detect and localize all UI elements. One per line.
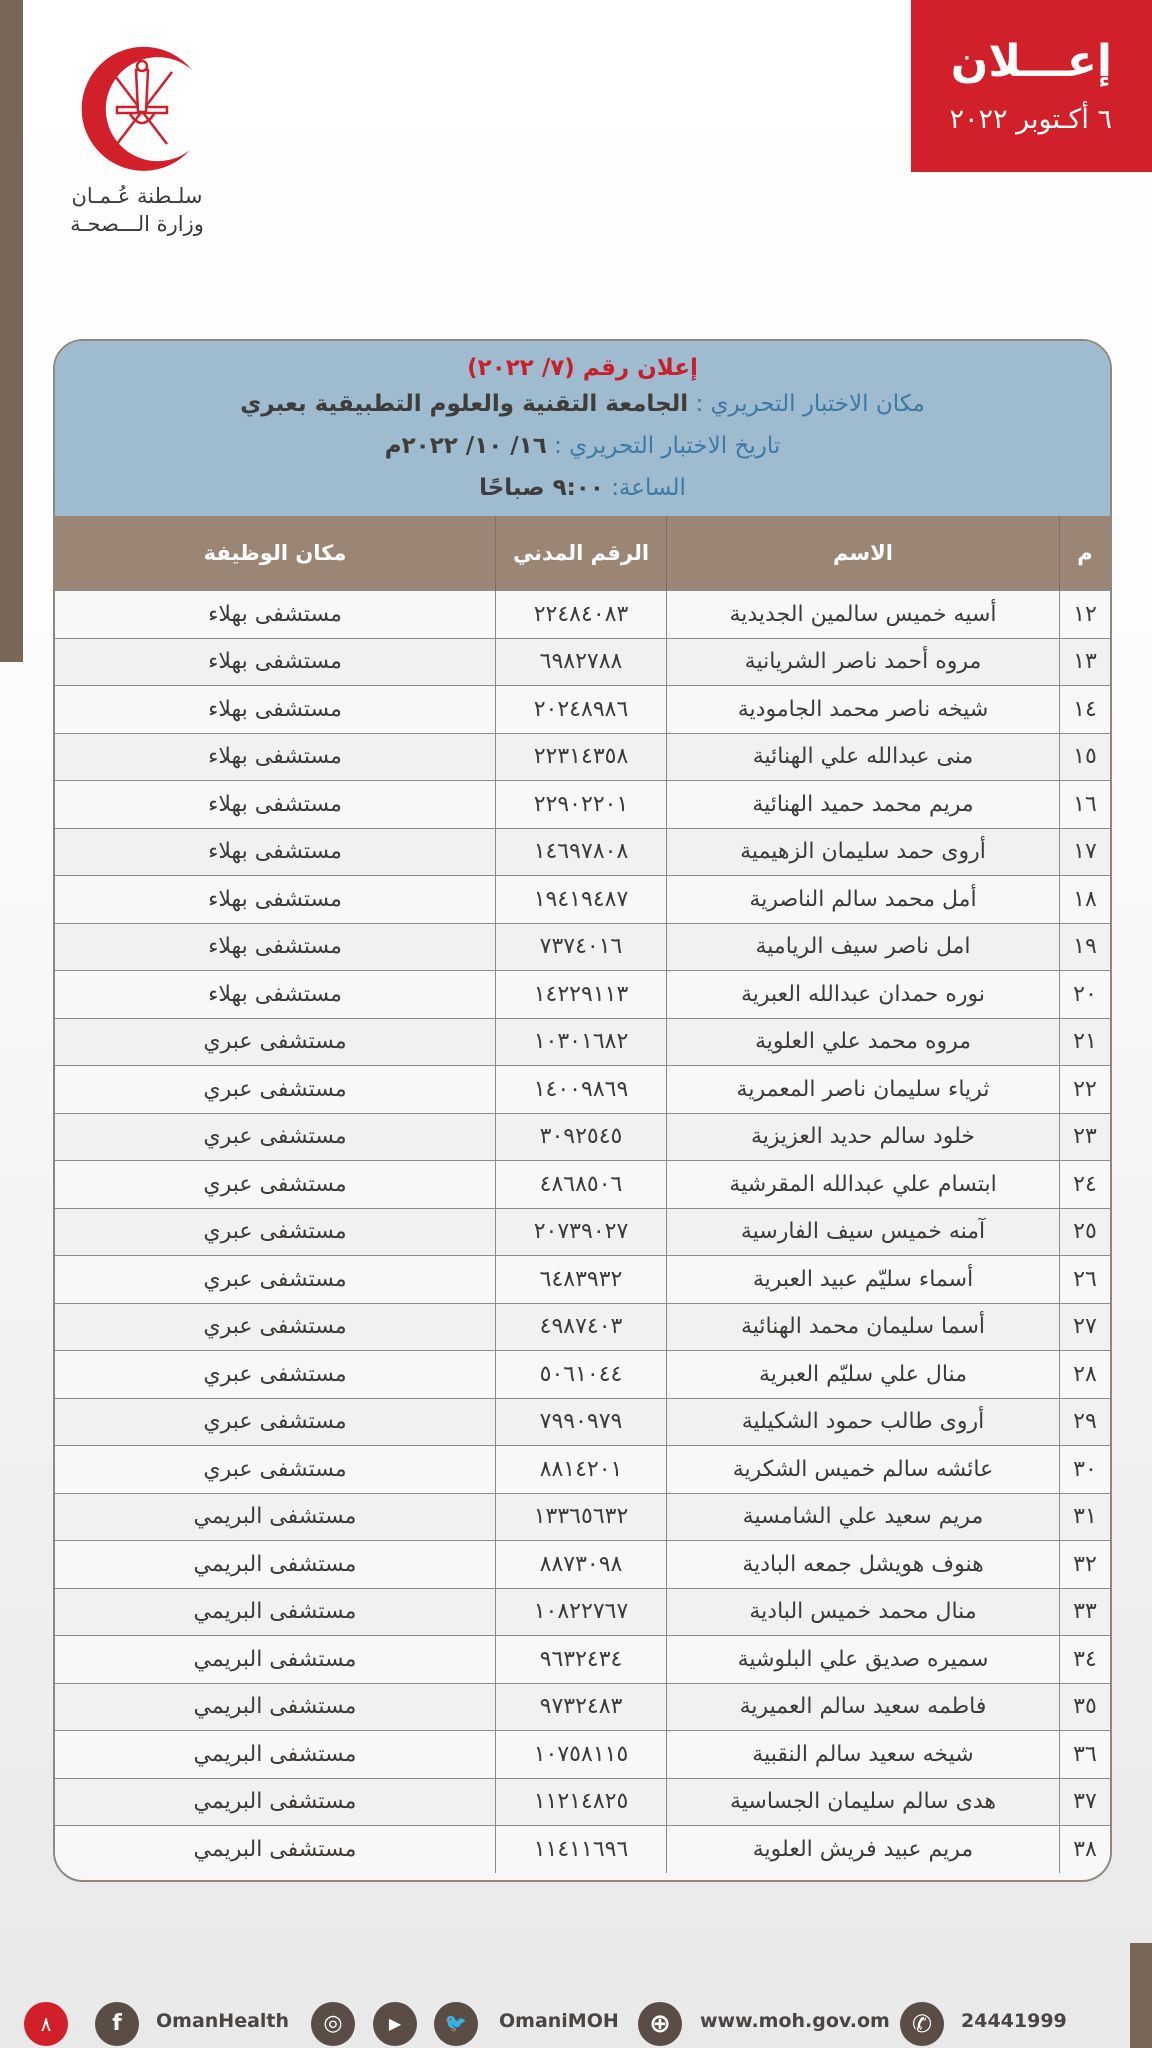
civil-id: ٤٩٨٧٤٠٣: [496, 1303, 667, 1351]
table-header-row: [55, 516, 1110, 591]
table-row: [55, 1588, 1110, 1636]
col-header-name: الاسم: [667, 516, 1060, 591]
civil-id: ٤٨٦٨٥٠٦: [496, 1161, 667, 1209]
civil-id: ١١٢١٤٨٢٥: [496, 1778, 667, 1826]
workplace: مستشفى البريمي: [55, 1826, 496, 1873]
candidate-name: شيخه سعيد سالم النقبية: [667, 1731, 1060, 1779]
candidate-name: ثرياء سليمان ناصر المعمرية: [667, 1066, 1060, 1114]
table-row: [55, 591, 1110, 639]
footer: [0, 2000, 1100, 2048]
table-row: [55, 1256, 1110, 1304]
table-row: [55, 1018, 1110, 1066]
table-row: [55, 1826, 1110, 1873]
exam-time-value: ٩:٠٠ صباحًا: [479, 475, 604, 501]
civil-id: ٨٨١٤٢٠١: [496, 1446, 667, 1494]
table-row: [55, 638, 1110, 686]
exam-place-label: مكان الاختبار التحريري :: [695, 391, 925, 417]
row-number: ٣٨: [1060, 1826, 1111, 1873]
row-number: ٣٦: [1060, 1731, 1111, 1779]
facebook-handle[interactable]: OmanHealth: [156, 2010, 290, 2032]
row-number: ٣٣: [1060, 1588, 1111, 1636]
candidate-name: أسماء سليّم عبيد العبرية: [667, 1256, 1060, 1304]
table-row: [55, 686, 1110, 734]
row-number: ٣٧: [1060, 1778, 1111, 1826]
workplace: مستشفى البريمي: [55, 1493, 496, 1541]
table-row: [55, 1446, 1110, 1494]
workplace: مستشفى بهلاء: [55, 638, 496, 686]
phone-number[interactable]: 24441999: [961, 2010, 1067, 2032]
table-row: [55, 733, 1110, 781]
row-number: ٢٠: [1060, 971, 1111, 1019]
exam-place: [55, 383, 1110, 425]
workplace: مستشفى البريمي: [55, 1588, 496, 1636]
civil-id: ١٤٦٩٧٨٠٨: [496, 828, 667, 876]
workplace: مستشفى البريمي: [55, 1541, 496, 1589]
civil-id: ٥٠٦١٠٤٤: [496, 1351, 667, 1399]
row-number: ٢٩: [1060, 1398, 1111, 1446]
table-row: [55, 1303, 1110, 1351]
workplace: مستشفى عبري: [55, 1018, 496, 1066]
col-header-workplace: مكان الوظيفة: [55, 516, 496, 591]
candidate-name: خلود سالم حديد العزيزية: [667, 1113, 1060, 1161]
announcement-date: ٦ أكـتوبر ٢٠٢٢: [949, 104, 1112, 135]
workplace: مستشفى البريمي: [55, 1778, 496, 1826]
table-row: [55, 1208, 1110, 1256]
left-accent-bar: [0, 0, 23, 662]
civil-id: ١١٤١١٦٩٦: [496, 1826, 667, 1873]
announcement-number: إعلان رقم (٧/ ٢٠٢٢): [467, 355, 698, 381]
table-row: [55, 971, 1110, 1019]
candidate-name: أروى حمد سليمان الزهيمية: [667, 828, 1060, 876]
table-row: [55, 1636, 1110, 1684]
facebook-icon[interactable]: f: [95, 2002, 139, 2046]
civil-id: ٢٠٧٣٩٠٢٧: [496, 1208, 667, 1256]
workplace: مستشفى عبري: [55, 1113, 496, 1161]
phone-icon[interactable]: ✆: [900, 2002, 944, 2046]
oman-emblem-icon: [62, 32, 212, 182]
announcement-badge: [911, 0, 1152, 172]
table-row: [55, 781, 1110, 829]
candidate-name: مريم سعيد علي الشامسية: [667, 1493, 1060, 1541]
col-header-civil-id: الرقم المدني: [496, 516, 667, 591]
candidate-name: هنوف هويشل جمعه البادية: [667, 1541, 1060, 1589]
exam-time-label: الساعة:: [611, 475, 686, 501]
table-row: [55, 1541, 1110, 1589]
civil-id: ٩٧٣٢٤٨٣: [496, 1683, 667, 1731]
workplace: مستشفى بهلاء: [55, 876, 496, 924]
civil-id: ٧٣٧٤٠١٦: [496, 923, 667, 971]
civil-id: ٨٨٧٣٠٩٨: [496, 1541, 667, 1589]
civil-id: ١٠٧٥٨١١٥: [496, 1731, 667, 1779]
workplace: مستشفى بهلاء: [55, 781, 496, 829]
workplace: مستشفى البريمي: [55, 1683, 496, 1731]
table-row: [55, 1113, 1110, 1161]
row-number: ٢٣: [1060, 1113, 1111, 1161]
candidate-name: أسيه خميس سالمين الجديدية: [667, 591, 1060, 639]
workplace: مستشفى بهلاء: [55, 828, 496, 876]
row-number: ٢٥: [1060, 1208, 1111, 1256]
youtube-icon[interactable]: ▶: [373, 2002, 417, 2046]
candidate-name: امل ناصر سيف الريامية: [667, 923, 1060, 971]
candidate-name: ابتسام علي عبدالله المقرشية: [667, 1161, 1060, 1209]
workplace: مستشفى عبري: [55, 1161, 496, 1209]
civil-id: ٣٠٩٢٥٤٥: [496, 1113, 667, 1161]
candidate-name: أمل محمد سالم الناصرية: [667, 876, 1060, 924]
civil-id: ٦٤٨٣٩٣٢: [496, 1256, 667, 1304]
exam-time: [55, 467, 1110, 509]
ministry-logo: [52, 32, 222, 252]
logo-line-1: سلـطنة عُـمـان: [71, 184, 203, 208]
exam-date-label: تاريخ الاختبار التحريري :: [554, 433, 781, 459]
row-number: ١٨: [1060, 876, 1111, 924]
workplace: مستشفى عبري: [55, 1066, 496, 1114]
row-number: ١٣: [1060, 638, 1111, 686]
table-body: [55, 591, 1110, 1873]
page-number-badge: ٨: [24, 2002, 68, 2046]
row-number: ١٢: [1060, 591, 1111, 639]
workplace: مستشفى بهلاء: [55, 591, 496, 639]
civil-id: ٩٦٣٢٤٣٤: [496, 1636, 667, 1684]
table-row: [55, 1731, 1110, 1779]
candidate-name: سميره صديق علي البلوشية: [667, 1636, 1060, 1684]
civil-id: ١٣٣٦٥٦٣٢: [496, 1493, 667, 1541]
table-row: [55, 923, 1110, 971]
candidate-name: أروى طالب حمود الشكيلية: [667, 1398, 1060, 1446]
row-number: ١٥: [1060, 733, 1111, 781]
workplace: مستشفى عبري: [55, 1398, 496, 1446]
website-link[interactable]: www.moh.gov.om: [700, 2010, 890, 2032]
table-row: [55, 828, 1110, 876]
candidate-name: مريم عبيد فريش العلوية: [667, 1826, 1060, 1873]
civil-id: ١٤٢٢٩١١٣: [496, 971, 667, 1019]
candidate-name: منال محمد خميس البادية: [667, 1588, 1060, 1636]
row-number: ٢٧: [1060, 1303, 1111, 1351]
table-row: [55, 1066, 1110, 1114]
table-row: [55, 1778, 1110, 1826]
row-number: ١٩: [1060, 923, 1111, 971]
candidates-table: [55, 516, 1110, 1873]
candidate-name: نوره حمدان عبدالله العبرية: [667, 971, 1060, 1019]
row-number: ١٦: [1060, 781, 1111, 829]
civil-id: ١٩٤١٩٤٨٧: [496, 876, 667, 924]
table-row: [55, 1493, 1110, 1541]
candidate-name: أسما سليمان محمد الهنائية: [667, 1303, 1060, 1351]
workplace: مستشفى بهلاء: [55, 733, 496, 781]
civil-id: ٢٢٣١٤٣٥٨: [496, 733, 667, 781]
row-number: ٣٥: [1060, 1683, 1111, 1731]
table-row: [55, 876, 1110, 924]
table-row: [55, 1351, 1110, 1399]
exam-date: [55, 425, 1110, 467]
candidate-name: مريم محمد حميد الهنائية: [667, 781, 1060, 829]
col-header-number: م: [1060, 516, 1111, 591]
right-accent-bar: [1130, 1943, 1152, 2048]
candidate-name: مروه أحمد ناصر الشريانية: [667, 638, 1060, 686]
workplace: مستشفى بهلاء: [55, 686, 496, 734]
workplace: مستشفى عبري: [55, 1351, 496, 1399]
civil-id: ٦٩٨٢٧٨٨: [496, 638, 667, 686]
candidate-name: فاطمه سعيد سالم العميرية: [667, 1683, 1060, 1731]
row-number: ٣٢: [1060, 1541, 1111, 1589]
workplace: مستشفى بهلاء: [55, 923, 496, 971]
logo-line-2: وزارة الـــصحـة: [70, 212, 204, 236]
candidate-name: منال علي سليّم العبرية: [667, 1351, 1060, 1399]
row-number: ١٤: [1060, 686, 1111, 734]
civil-id: ٢٢٩٠٢٢٠١: [496, 781, 667, 829]
table-row: [55, 1161, 1110, 1209]
workplace: مستشفى عبري: [55, 1208, 496, 1256]
row-number: ٣١: [1060, 1493, 1111, 1541]
exam-info: [55, 341, 1110, 516]
candidate-name: شيخه ناصر محمد الجامودية: [667, 686, 1060, 734]
workplace: مستشفى بهلاء: [55, 971, 496, 1019]
twitter-icon[interactable]: 🐦: [434, 2002, 478, 2046]
globe-icon[interactable]: ⊕: [638, 2002, 682, 2046]
candidate-name: منى عبدالله علي الهنائية: [667, 733, 1060, 781]
table-row: [55, 1398, 1110, 1446]
row-number: ٣٤: [1060, 1636, 1111, 1684]
row-number: ٢١: [1060, 1018, 1111, 1066]
table-row: [55, 1683, 1110, 1731]
candidate-name: عائشه سالم خميس الشكرية: [667, 1446, 1060, 1494]
workplace: مستشفى عبري: [55, 1446, 496, 1494]
row-number: ١٧: [1060, 828, 1111, 876]
candidate-name: آمنه خميس سيف الفارسية: [667, 1208, 1060, 1256]
candidate-name: مروه محمد علي العلوية: [667, 1018, 1060, 1066]
civil-id: ١٠٨٢٢٧٦٧: [496, 1588, 667, 1636]
civil-id: ٢٢٤٨٤٠٨٣: [496, 591, 667, 639]
row-number: ٢٨: [1060, 1351, 1111, 1399]
candidate-name: هدى سالم سليمان الجساسية: [667, 1778, 1060, 1826]
instagram-icon[interactable]: ◎: [311, 2002, 355, 2046]
civil-id: ١٤٠٠٩٨٦٩: [496, 1066, 667, 1114]
row-number: ٢٦: [1060, 1256, 1111, 1304]
results-panel: [53, 339, 1112, 1882]
civil-id: ١٠٣٠١٦٨٢: [496, 1018, 667, 1066]
row-number: ٢٢: [1060, 1066, 1111, 1114]
civil-id: ٢٠٢٤٨٩٨٦: [496, 686, 667, 734]
workplace: مستشفى عبري: [55, 1303, 496, 1351]
workplace: مستشفى البريمي: [55, 1731, 496, 1779]
announcement-title: إعـــلان: [950, 36, 1112, 87]
workplace: مستشفى البريمي: [55, 1636, 496, 1684]
workplace: مستشفى عبري: [55, 1256, 496, 1304]
row-number: ٢٤: [1060, 1161, 1111, 1209]
exam-date-value: ١٦/ ١٠/ ٢٠٢٢م: [384, 433, 547, 459]
civil-id: ٧٩٩٠٩٧٩: [496, 1398, 667, 1446]
exam-place-value: الجامعة التقنية والعلوم التطبيقية بعبري: [240, 391, 689, 417]
row-number: ٣٠: [1060, 1446, 1111, 1494]
social-handle[interactable]: OmaniMOH: [499, 2010, 619, 2032]
